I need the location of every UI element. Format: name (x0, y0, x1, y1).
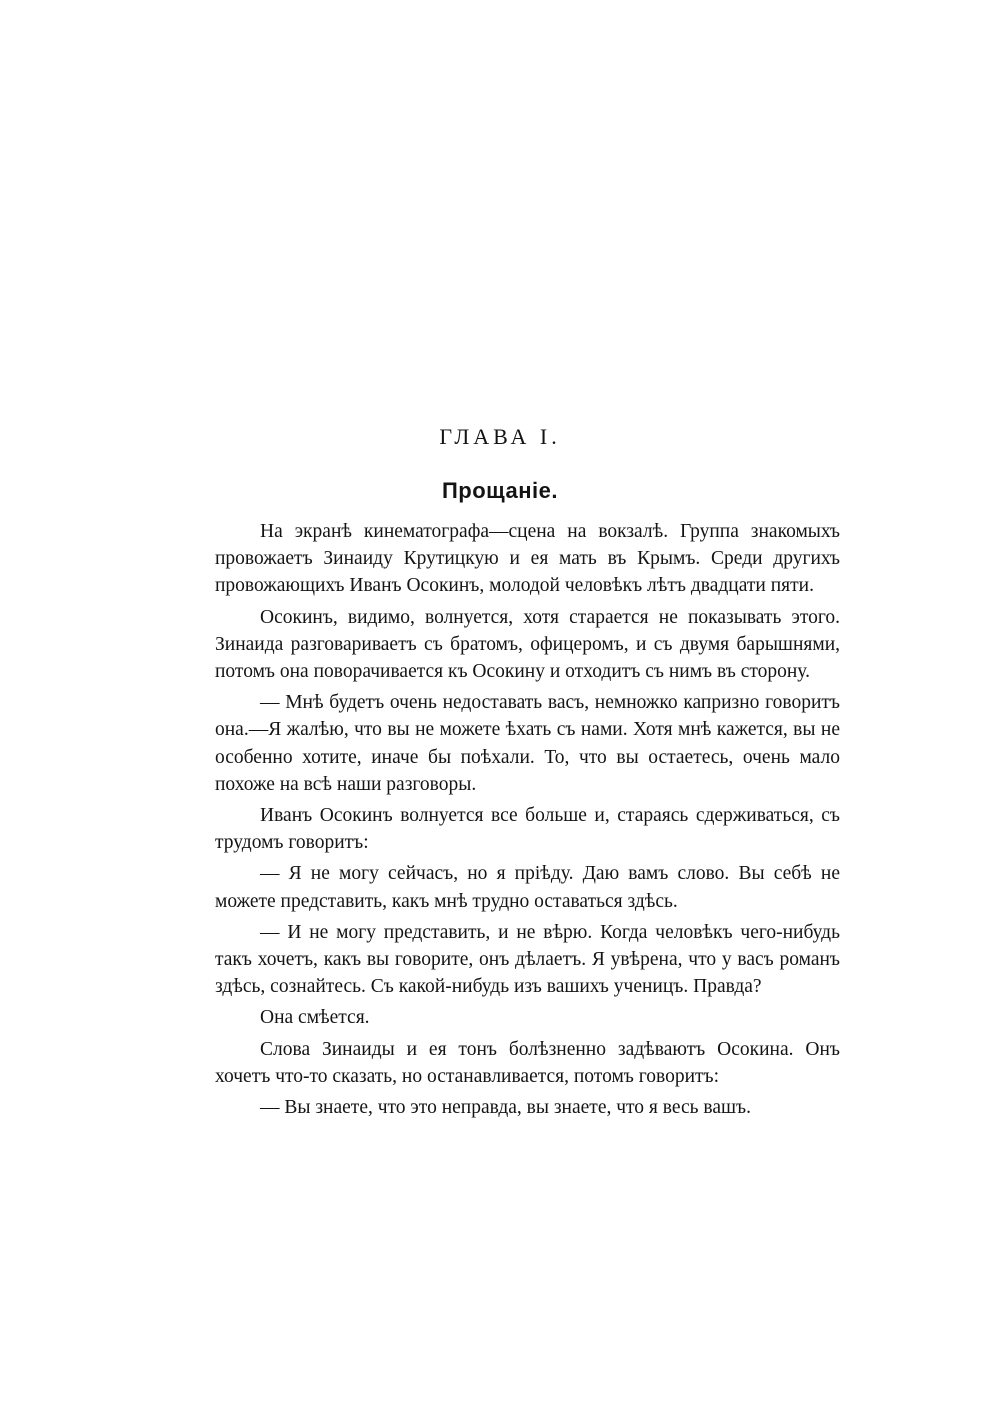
paragraph: — Я не могу сейчасъ, но я пріѣду. Даю вамъ слово. Вы себѣ не можете представить, какъ мнѣ трудно оставаться здѣсь. (215, 863, 840, 912)
paragraph: Осокинъ, видимо, волнуется, хотя старается не показывать этого. Зинаида разговариваетъ съ братомъ, офицеромъ, и съ двумя барышнями, потомъ она поворачивается къ Осокину и отходитъ съ нимъ въ сторону. (215, 606, 840, 683)
paragraph: — Вы знаете, что это неправда, вы знаете, что я весь вашъ. (260, 1097, 752, 1119)
paragraph: Она смѣется. (260, 1007, 370, 1029)
paragraph: На экранѣ кинематографа—сцена на вокзалѣ. Группа знакомыхъ провожаетъ Зинаиду Крутицкую и ея мать въ Крымъ. Среди другихъ провожающихъ Иванъ Осокинъ, молодой человѣкъ лѣтъ двадцати пяти. (215, 521, 840, 597)
paragraph: Слова Зинаиды и ея тонъ болѣзненно задѣваютъ Осокина. Онъ хочетъ что-то сказать, но останавливается, потомъ говоритъ: (215, 1038, 840, 1087)
paragraph: — Мнѣ будетъ очень недоставать васъ, немножко капризно говоритъ она.—Я жалѣю, что вы не можете ѣхать съ нами. Хотя мнѣ кажется, вы не особенно хотите, иначе бы поѣхали. То, что вы остаетесь, очень мало похоже на всѣ наши разговоры. (215, 692, 840, 795)
chapter-title: Прощаніе. (441, 478, 558, 503)
paragraph: — И не могу представить, и не вѣрю. Когда человѣкъ чего-нибудь такъ хочетъ, какъ вы говорите, онъ дѣлаетъ. Я увѣрена, что у васъ романъ здѣсь, сознайтесь. Съ какой-нибудь изъ вашихъ ученицъ. Правда? (215, 921, 840, 998)
paragraph: Иванъ Осокинъ волнуется все больше и, стараясь сдерживаться, съ трудомъ говоритъ: (215, 805, 840, 854)
body-text (215, 518, 840, 1125)
chapter-label: ГЛАВА I. (439, 424, 561, 449)
